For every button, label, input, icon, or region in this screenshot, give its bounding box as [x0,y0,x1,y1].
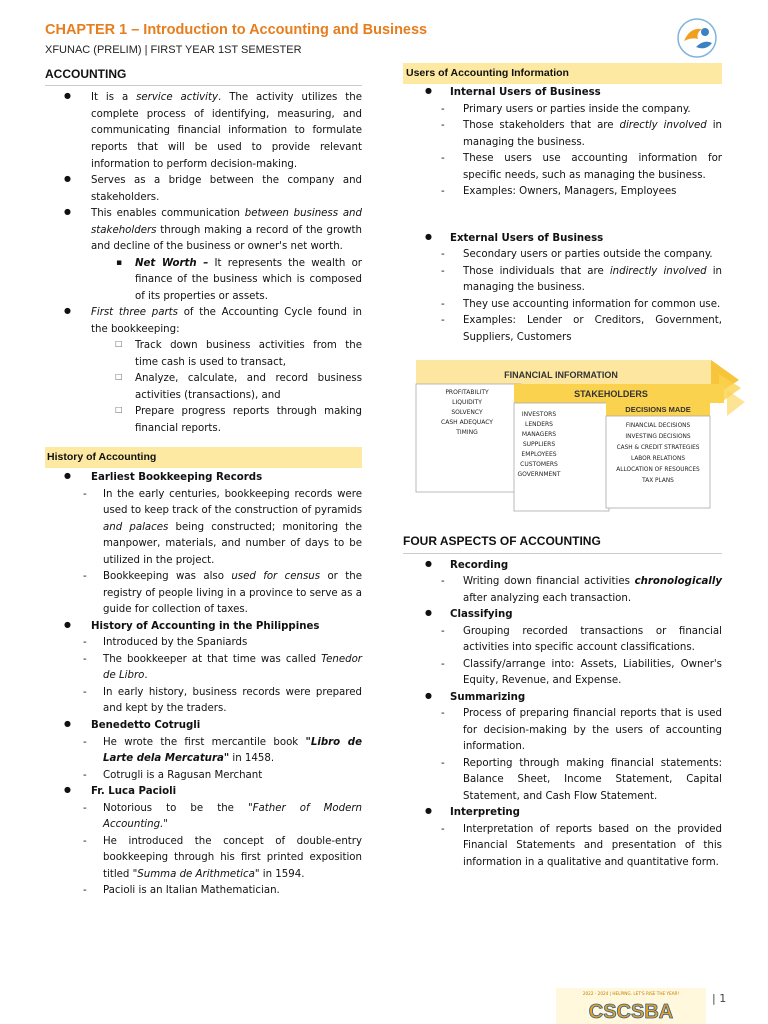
page-number: | 1 [712,992,727,1005]
list-item: - Secondary users or parties outside the company. [403,247,722,264]
fin-item: PROFITABILITY [445,389,489,397]
fin-item: LIQUIDITY [452,399,482,407]
pacioli-title: ● Fr. Luca Pacioli [45,784,362,801]
stake-item: CUSTOMERS [520,461,558,469]
list-item: - Notorious to be the "Father of Modern Accounting." [45,801,362,834]
stake-item: GOVERNMENT [517,471,561,479]
accounting-heading: ACCOUNTING [45,63,362,86]
page-title: CHAPTER 1 – Introduction to Accounting and Business [45,22,428,38]
decisions-label: DECISIONS MADE [625,405,691,415]
interpreting-title: ● Interpreting [403,805,722,822]
list-item: - These users use accounting information for specific needs, such as managing the business. [403,151,722,184]
external-title: ● External Users of Business [403,231,722,248]
ph-title: ● History of Accounting in the Philippines [45,619,362,636]
classifying-title: ● Classifying [403,607,722,624]
fin-item: SOLVENCY [451,409,483,417]
page-subtitle: XFUNAC (PRELIM) | FIRST YEAR 1ST SEMESTER [45,44,302,56]
list-item: - Cotrugli is a Ragusan Merchant [45,768,362,785]
org-logo-icon [676,17,718,59]
net-worth-item: ▪ Net Worth – It represents the wealth or finance of the business which is composed of its properties or assets. [45,256,362,306]
dec-item: TAX PLANS [642,478,674,485]
list-item: - Introduced by the Spaniards [45,635,362,652]
fin-item: TIMING [456,429,478,437]
cotrugli-title: ● Benedetto Cotrugli [45,718,362,735]
list-item: ● First three parts of the Accounting Cycle found in the bookkeeping: [45,305,362,338]
left-column [45,63,362,900]
stake-item: EMPLOYEES [521,451,557,459]
dec-item: ALLOCATION OF RESOURCES [616,467,700,474]
list-item: - Interpretation of reports based on the provided Financial Statements and presentation of this information in a qualitative and quantitative form. [403,822,722,872]
dec-item: INVESTING DECISIONS [625,434,691,441]
list-item: - Classify/arrange into: Assets, Liabilities, Owner's Equity, Revenue, and Expense. [403,657,722,690]
stakeholders-diagram [411,358,746,528]
list-item: - He wrote the first mercantile book "Libro de Larte dela Mercatura" in 1458. [45,735,362,768]
stake-item: LENDERS [524,421,554,429]
list-item: - The bookkeeper at that time was called Tenedor de Libro. [45,652,362,685]
stake-item: MANAGERS [521,431,557,439]
right-column [403,63,722,871]
cycle-item: □ Track down business activities from the time cash is used to transact, [45,338,362,371]
list-item: - Pacioli is an Italian Mathematician. [45,883,362,900]
list-item: - He introduced the concept of double-entry bookkeeping through his first printed exposition titled "Summa de Arithmetica" in 1594. [45,834,362,884]
list-item: - Primary users or parties inside the company. [403,102,722,119]
cycle-item: □ Prepare progress reports through making financial reports. [45,404,362,437]
four-aspects-heading: FOUR ASPECTS OF ACCOUNTING [403,530,722,553]
stake-item: INVESTORS [521,411,557,419]
cscsba-logo-icon [556,988,706,1024]
dec-item: LABOR RELATIONS [630,456,686,463]
footer-logo-tagline: 2022 - 2024 | HELPING. LET'S RISE THE YEAR! [582,991,680,996]
list-item: - Reporting through making financial statements: Balance Sheet, Income Statement, Capital Statement, and Cash Flow Statement. [403,756,722,806]
list-item: - Examples: Lender or Creditors, Government, Suppliers, Customers [403,313,722,346]
history-heading: History of Accounting [45,447,362,468]
dec-item: CASH & CREDIT STRATEGIES [616,445,700,452]
footer-logo-text: CSCSBA [588,1001,674,1023]
summarizing-title: ● Summarizing [403,690,722,707]
list-item: - Those individuals that are indirectly involved in managing the business. [403,264,722,297]
list-item: - Those stakeholders that are directly involved in managing the business. [403,118,722,151]
stakeholders-label: STAKEHOLDERS [574,389,648,400]
list-item: - They use accounting information for common use. [403,297,722,314]
list-item: - In the early centuries, bookkeeping records were used to keep track of the construction of pyramids and palaces being constructed; monitoring the manpower, materials, and number of days to be utilized in the project. [45,487,362,570]
list-item: - Bookkeeping was also used for census or the registry of people living in a province to serve as a guide for collection of taxes. [45,569,362,619]
list-item: - Grouping recorded transactions or financial activities into specific account classifications. [403,624,722,657]
list-item: ● It is a service activity. The activity utilizes the complete process of identifying, measuring, and communicating financial information to formulate reports that will be used to provide relevant information to perform decision-making. [45,90,362,173]
users-heading: Users of Accounting Information [403,63,722,84]
list-item: - In early history, business records were prepared and kept by the traders. [45,685,362,718]
fin-item: CASH ADEQUACY [441,419,493,427]
stake-item: SUPPLIERS [522,441,556,449]
dec-item: FINANCIAL DECISIONS [625,423,691,430]
list-item: - Writing down financial activities chronologically after analyzing each transaction. [403,574,722,607]
recording-title: ● Recording [403,558,722,575]
earliest-title: ● Earliest Bookkeeping Records [45,470,362,487]
financial-info-label: FINANCIAL INFORMATION [504,370,618,381]
list-item: ● Serves as a bridge between the company and stakeholders. [45,173,362,206]
cycle-item: □ Analyze, calculate, and record business activities (transactions), and [45,371,362,404]
list-item: - Examples: Owners, Managers, Employees [403,184,722,201]
internal-title: ● Internal Users of Business [403,85,722,102]
list-item: - Process of preparing financial reports that is used for decision-making by the users of accounting information. [403,706,722,756]
list-item: ● This enables communication between business and stakeholders through making a record of the growth and decline of the business or owner's net worth. [45,206,362,256]
